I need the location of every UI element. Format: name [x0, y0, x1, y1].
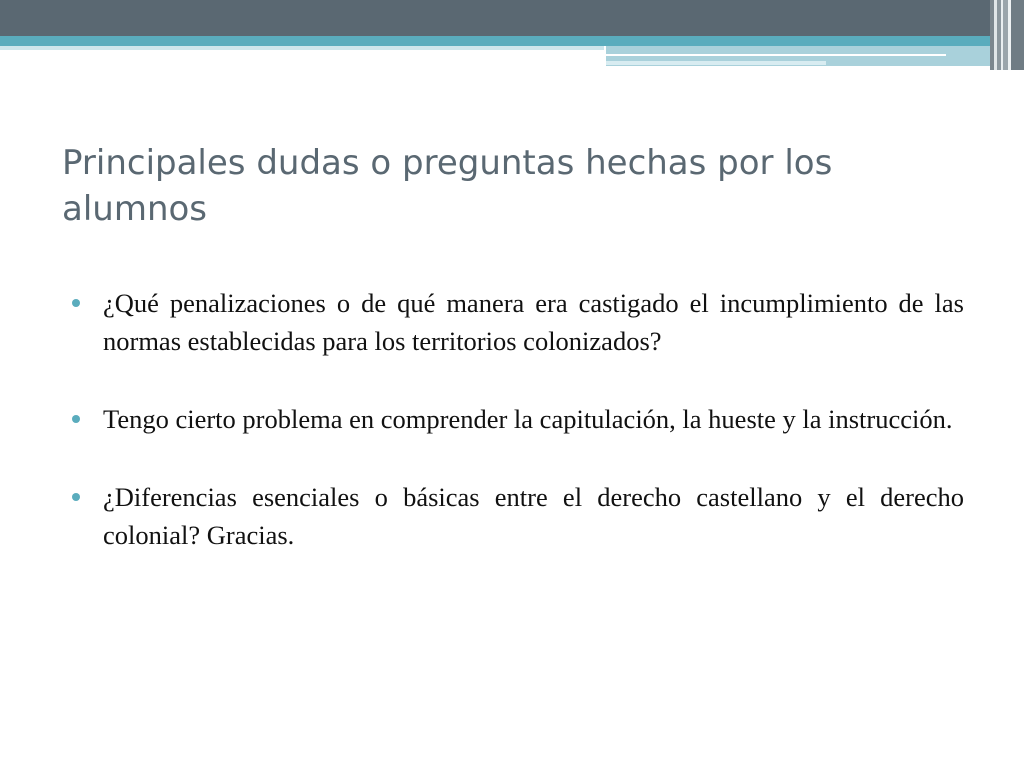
header-vertical-stripes [990, 0, 1024, 70]
slide-title: Principales dudas o preguntas hechas por los alumnos [62, 143, 833, 229]
bullet-item [72, 400, 964, 438]
bullet-item [72, 478, 964, 554]
bullet-dot-icon [72, 299, 80, 307]
header-accent-line [606, 54, 946, 56]
bullet-dot-icon [72, 493, 80, 501]
header-band-teal [0, 36, 1024, 46]
header-accent-line-lower [606, 61, 826, 65]
bullet-list [72, 284, 964, 594]
bullet-text: ¿Qué penalizaciones o de qué manera era castigado el incumplimiento de las normas establecidas para los territorios colonizados? [103, 288, 964, 356]
header-band-dark [0, 0, 1024, 36]
bullet-dot-icon [72, 415, 80, 423]
bullet-item [72, 284, 964, 360]
header-band-teal-fade [0, 46, 604, 50]
bullet-text: Tengo cierto problema en comprender la capitulación, la hueste y la instrucción. [103, 404, 953, 434]
bullet-text: ¿Diferencias esenciales o básicas entre el derecho castellano y el derecho colonial? Gracias. [103, 482, 964, 550]
